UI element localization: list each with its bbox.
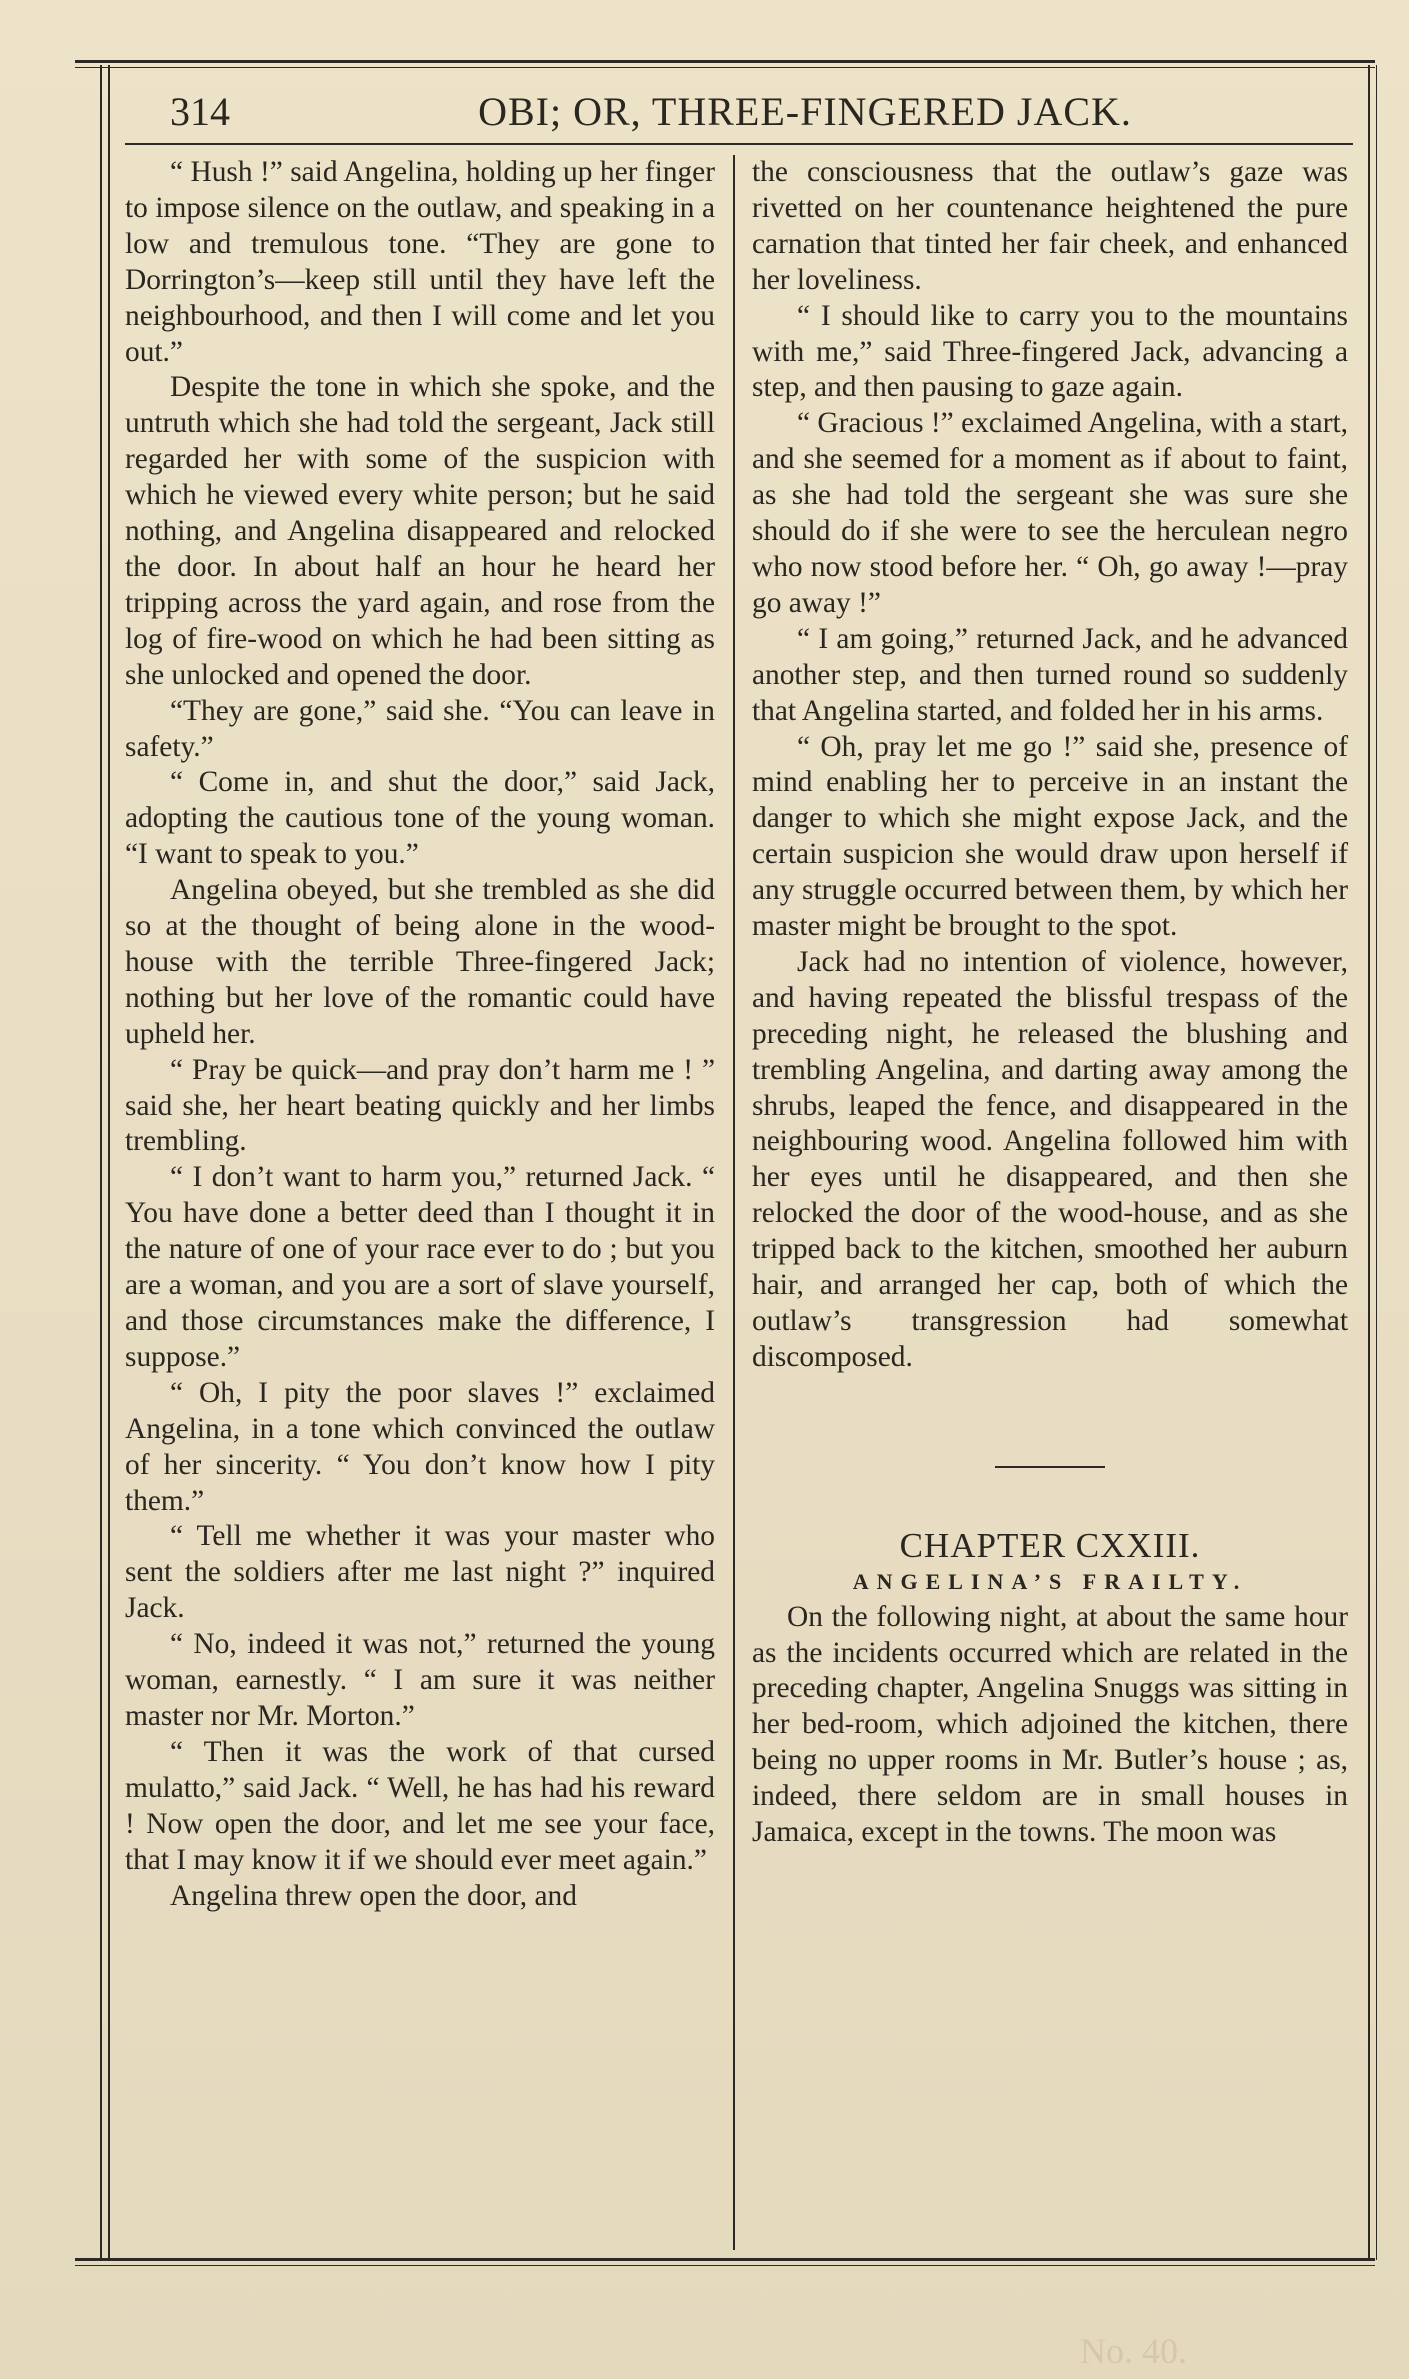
chapter-title: CHAPTER CXXIII. bbox=[899, 1525, 1201, 1565]
paragraph: Despite the tone in which she spoke, and the untruth which she had told the sergeant, Jack still regarded her with some of the suspicion with which he viewed every white person; but he said nothing, and Angelina disappeared and relocked the door. In about half an hour he heard her tripping across the yard again, and rose from the log of fire-wood on which he had been sitting as she unlocked and opened the door. bbox=[125, 371, 715, 691]
paragraph: “ No, indeed it was not,” returned the young woman, earnestly. “ I am sure it was neither master nor Mr. Morton.” bbox=[125, 1628, 715, 1732]
paragraph: “ I don’t want to harm you,” returned Jack. “ You have done a better deed than I thought it in the nature of one of your race ever to do ; but you are a woman, and you are a sort of slave yourself, and those circumstances make the difference, I suppose.” bbox=[125, 1161, 715, 1373]
top-rule-inner bbox=[75, 67, 1375, 68]
paragraph: Jack had no intention of violence, however, and having repeated the blissful trespass of the preceding night, he released the blushing and trembling Angelina, and darting away among the shrubs, leaped the fence, and disappeared in the neighbouring wood. Angelina followed him with her eyes until he disappeared, and then she relocked the door of the wood-house, and as she tripped back to the kitchen, smoothed her auburn hair, and arranged her cap, both of which the outlaw’s transgression had somewhat discomposed. bbox=[752, 945, 1348, 1373]
right-border-inner bbox=[1376, 65, 1377, 2260]
paragraph: “ Tell me whether it was your master who sent the soldiers after me last night ?” inquired Jack. bbox=[125, 1520, 715, 1625]
chapter-separator bbox=[995, 1466, 1105, 1468]
left-column bbox=[125, 155, 715, 1914]
paragraph: “ I should like to carry you to the mountains with me,” said Three-fingered Jack, advancing a step, and then pausing to gaze again. bbox=[752, 299, 1348, 404]
left-border-outer bbox=[100, 65, 102, 2260]
paragraph: “ Oh, I pity the poor slaves !” exclaimed Angelina, in a tone which convinced the outlaw of her sincerity. “ You don’t know how I pity them.” bbox=[125, 1376, 715, 1517]
right-border-outer bbox=[1368, 65, 1370, 2260]
chapter-subtitle: ANGELINA’S FRAILTY. bbox=[852, 1568, 1248, 1594]
paragraph: “They are gone,” said she. “You can leave in safety.” bbox=[125, 694, 715, 763]
paragraph: “ Come in, and shut the door,” said Jack, adopting the cautious tone of the young woman. “I want to speak to you.” bbox=[125, 766, 715, 871]
paragraph: “ I am going,” returned Jack, and he advanced another step, and then turned round so suddenly that Angelina started, and folded her in his arms. bbox=[752, 622, 1348, 727]
paragraph: “ Oh, pray let me go !” said she, presence of mind enabling her to perceive in an instant the danger to which she might expose Jack, and the certain suspicion she would draw upon herself if any struggle occurred between them, by which her master might be brought to the spot. bbox=[752, 730, 1348, 943]
paragraph: Angelina threw open the door, and bbox=[170, 1879, 577, 1912]
page-number: 314 bbox=[170, 89, 230, 134]
paragraph: “ Gracious !” exclaimed Angelina, with a start, and she seemed for a moment as if about to faint, as she had told the sergeant she was sure she should do if she were to see the herculean negro who now stood before her. “ Oh, go away !—pray go away !” bbox=[752, 407, 1348, 619]
paragraph: “ Pray be quick—and pray don’t harm me ! ” said she, her heart beating quickly and her limbs trembling. bbox=[125, 1053, 715, 1158]
page-header bbox=[130, 82, 1360, 144]
top-rule-outer bbox=[75, 60, 1375, 63]
paragraph: the consciousness that the outlaw’s gaze was rivetted on her countenance heightened the pure carnation that tinted her fair cheek, and enhanced her loveliness. bbox=[752, 156, 1348, 296]
bottom-rule-inner bbox=[75, 2265, 1375, 2266]
right-column bbox=[752, 155, 1348, 1851]
paragraph: Angelina obeyed, but she trembled as she did so at the thought of being alone in the wood-house with the terrible Three-fingered Jack; nothing but her love of the romantic could have upheld her. bbox=[125, 874, 715, 1050]
left-border-inner bbox=[108, 65, 110, 2260]
bottom-rule-outer bbox=[75, 2258, 1375, 2261]
chapter-opening-paragraph: On the following night, at about the same hour as the incidents occurred which are related in the preceding chapter, Angelina Snuggs was sitting in her bed-room, which adjoined the kitchen, there being no upper rooms in Mr. Butler’s house ; as, indeed, there seldom are in small houses in Jamaica, except in the towns. The moon was bbox=[752, 1600, 1348, 1849]
running-title: OBI; OR, THREE-FINGERED JACK. bbox=[478, 89, 1132, 134]
show-through-text: No. 40. bbox=[1080, 2331, 1187, 2371]
paragraph: “ Then it was the work of that cursed mulatto,” said Jack. “ Well, he has had his reward ! Now open the door, and let me see your face, that I may know it if we should ever meet again.” bbox=[125, 1735, 715, 1876]
column-divider bbox=[733, 155, 735, 2250]
paragraph: “ Hush !” said Angelina, holding up her finger to impose silence on the outlaw, and speaking in a low and tremulous tone. “They are gone to Dorrington’s—keep still until they have left the neighbourhood, and then I will come and let you out.” bbox=[125, 156, 715, 368]
